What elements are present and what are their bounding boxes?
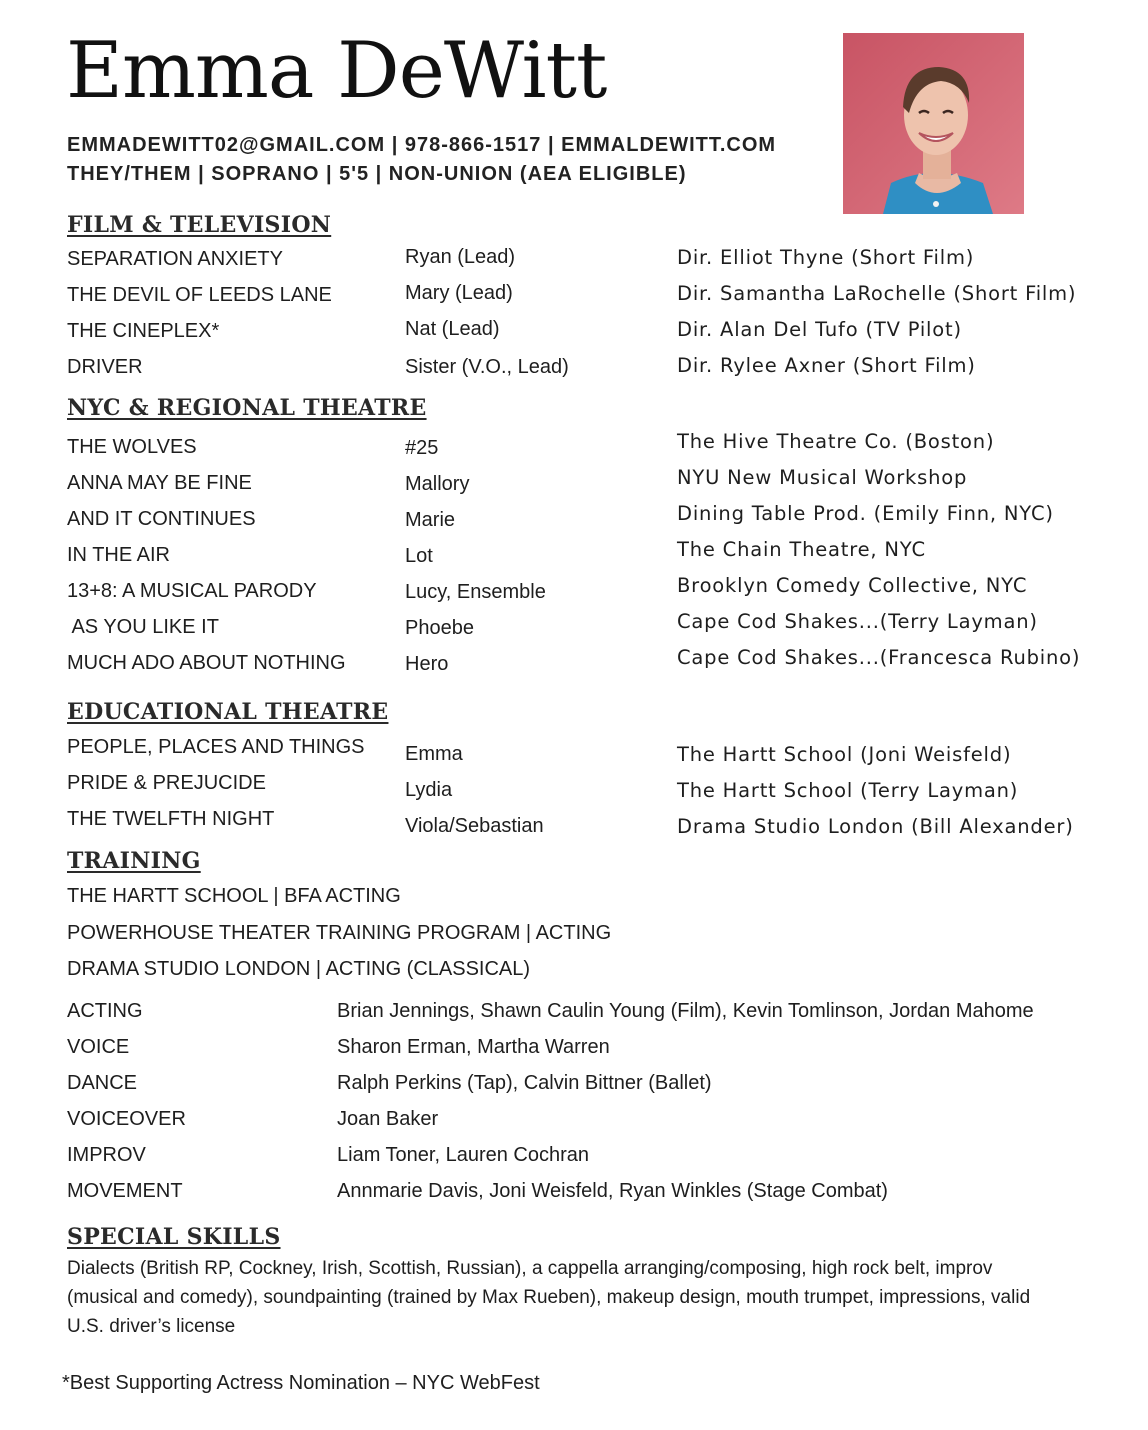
credit-role: Phoebe <box>405 617 474 639</box>
teacher-subject: ACTING <box>67 1000 143 1022</box>
training-school: THE HARTT SCHOOL | BFA ACTING <box>67 885 401 907</box>
credit-title: PRIDE & PREJUCIDE <box>67 772 266 794</box>
section-heading-regional: NYC & REGIONAL THEATRE <box>67 395 427 421</box>
credit-role: #25 <box>405 437 439 459</box>
credit-title: THE CINEPLEX* <box>67 320 220 342</box>
headshot-photo <box>843 33 1024 214</box>
teacher-names: Annmarie Davis, Joni Weisfeld, Ryan Winkles (Stage Combat) <box>337 1180 888 1202</box>
credit-production: NYU New Musical Workshop <box>677 466 968 489</box>
special-skills-text: Dialects (British RP, Cockney, Irish, Scottish, Russian), a cappella arranging/composing, high rock belt, improv (musical and comedy), soundpainting (trained by Max Rueben), makeup design, mouth trumpet, impressions, valid U.S. driver’s license <box>67 1258 1031 1337</box>
credit-title: AND IT CONTINUES <box>67 508 256 530</box>
section-heading-training: TRAINING <box>67 848 201 874</box>
credit-title: 13+8: A MUSICAL PARODY <box>67 580 317 602</box>
credit-production: Cape Cod Shakes...(Terry Layman) <box>677 610 1038 633</box>
credit-title: SEPARATION ANXIETY <box>67 248 283 270</box>
contact-info: EMMADEWITT02@GMAIL.COM | 978-866-1517 | EMMALDEWITT.COM <box>67 134 777 156</box>
footnote: *Best Supporting Actress Nomination – NYC WebFest <box>62 1372 540 1394</box>
teacher-names: Brian Jennings, Shawn Caulin Young (Film), Kevin Tomlinson, Jordan Mahome <box>337 1000 1034 1022</box>
credit-title: MUCH ADO ABOUT NOTHING <box>67 652 346 674</box>
section-heading-film: FILM & TELEVISION <box>67 212 332 238</box>
personal-stats: THEY/THEM | SOPRANO | 5'5 | NON-UNION (AEA ELIGIBLE) <box>67 163 687 185</box>
credit-production: The Chain Theatre, NYC <box>677 538 926 561</box>
credit-role: Viola/Sebastian <box>405 815 544 837</box>
credit-production: Dir. Alan Del Tufo (TV Pilot) <box>677 318 962 341</box>
credit-production: Cape Cod Shakes...(Francesca Rubino) <box>677 646 1081 669</box>
teacher-names: Joan Baker <box>337 1108 439 1130</box>
credit-production: The Hartt School (Terry Layman) <box>677 779 1019 802</box>
credit-production: Dir. Rylee Axner (Short Film) <box>677 354 976 377</box>
teacher-subject: MOVEMENT <box>67 1180 183 1202</box>
credit-title: ANNA MAY BE FINE <box>67 472 252 494</box>
credit-role: Emma <box>405 743 463 765</box>
credit-role: Hero <box>405 653 449 675</box>
credit-production: Dir. Elliot Thyne (Short Film) <box>677 246 975 269</box>
credit-production: Drama Studio London (Bill Alexander) <box>677 815 1074 838</box>
credit-production: The Hive Theatre Co. (Boston) <box>677 430 995 453</box>
resume-name: Emma DeWitt <box>66 26 607 116</box>
credit-production: Dining Table Prod. (Emily Finn, NYC) <box>677 502 1054 525</box>
credit-production: Dir. Samantha LaRochelle (Short Film) <box>677 282 1077 305</box>
credit-production: Brooklyn Comedy Collective, NYC <box>677 574 1028 597</box>
credit-role: Marie <box>405 509 456 531</box>
training-school: DRAMA STUDIO LONDON | ACTING (CLASSICAL) <box>67 958 531 980</box>
credit-title: THE DEVIL OF LEEDS LANE <box>67 284 332 306</box>
credit-title: PEOPLE, PLACES AND THINGS <box>67 736 365 758</box>
training-school: POWERHOUSE THEATER TRAINING PROGRAM | ACTING <box>67 922 612 944</box>
teacher-subject: VOICEOVER <box>67 1108 186 1130</box>
credit-role: Lot <box>405 545 433 567</box>
credit-title: AS YOU LIKE IT <box>67 616 219 638</box>
credit-title: IN THE AIR <box>67 544 170 566</box>
teacher-subject: VOICE <box>67 1036 130 1058</box>
credit-role: Ryan (Lead) <box>405 246 516 268</box>
teacher-subject: DANCE <box>67 1072 138 1094</box>
teacher-subject: IMPROV <box>67 1144 146 1166</box>
credit-production: The Hartt School (Joni Weisfeld) <box>677 743 1012 766</box>
credit-role: Lydia <box>405 779 453 801</box>
section-heading-skills: SPECIAL SKILLS <box>67 1224 281 1250</box>
teacher-names: Liam Toner, Lauren Cochran <box>337 1144 590 1166</box>
credit-role: Mallory <box>405 473 470 495</box>
credit-title: THE TWELFTH NIGHT <box>67 808 275 830</box>
credit-role: Sister (V.O., Lead) <box>405 356 569 378</box>
teacher-names: Sharon Erman, Martha Warren <box>337 1036 610 1058</box>
credit-title: THE WOLVES <box>67 436 197 458</box>
credit-role: Mary (Lead) <box>405 282 513 304</box>
credit-role: Lucy, Ensemble <box>405 581 546 603</box>
teacher-names: Ralph Perkins (Tap), Calvin Bittner (Ballet) <box>337 1072 712 1094</box>
headshot-illustration <box>843 33 1024 214</box>
credit-title: DRIVER <box>67 356 143 378</box>
section-heading-educational: EDUCATIONAL THEATRE <box>67 699 389 725</box>
credit-role: Nat (Lead) <box>405 318 500 340</box>
